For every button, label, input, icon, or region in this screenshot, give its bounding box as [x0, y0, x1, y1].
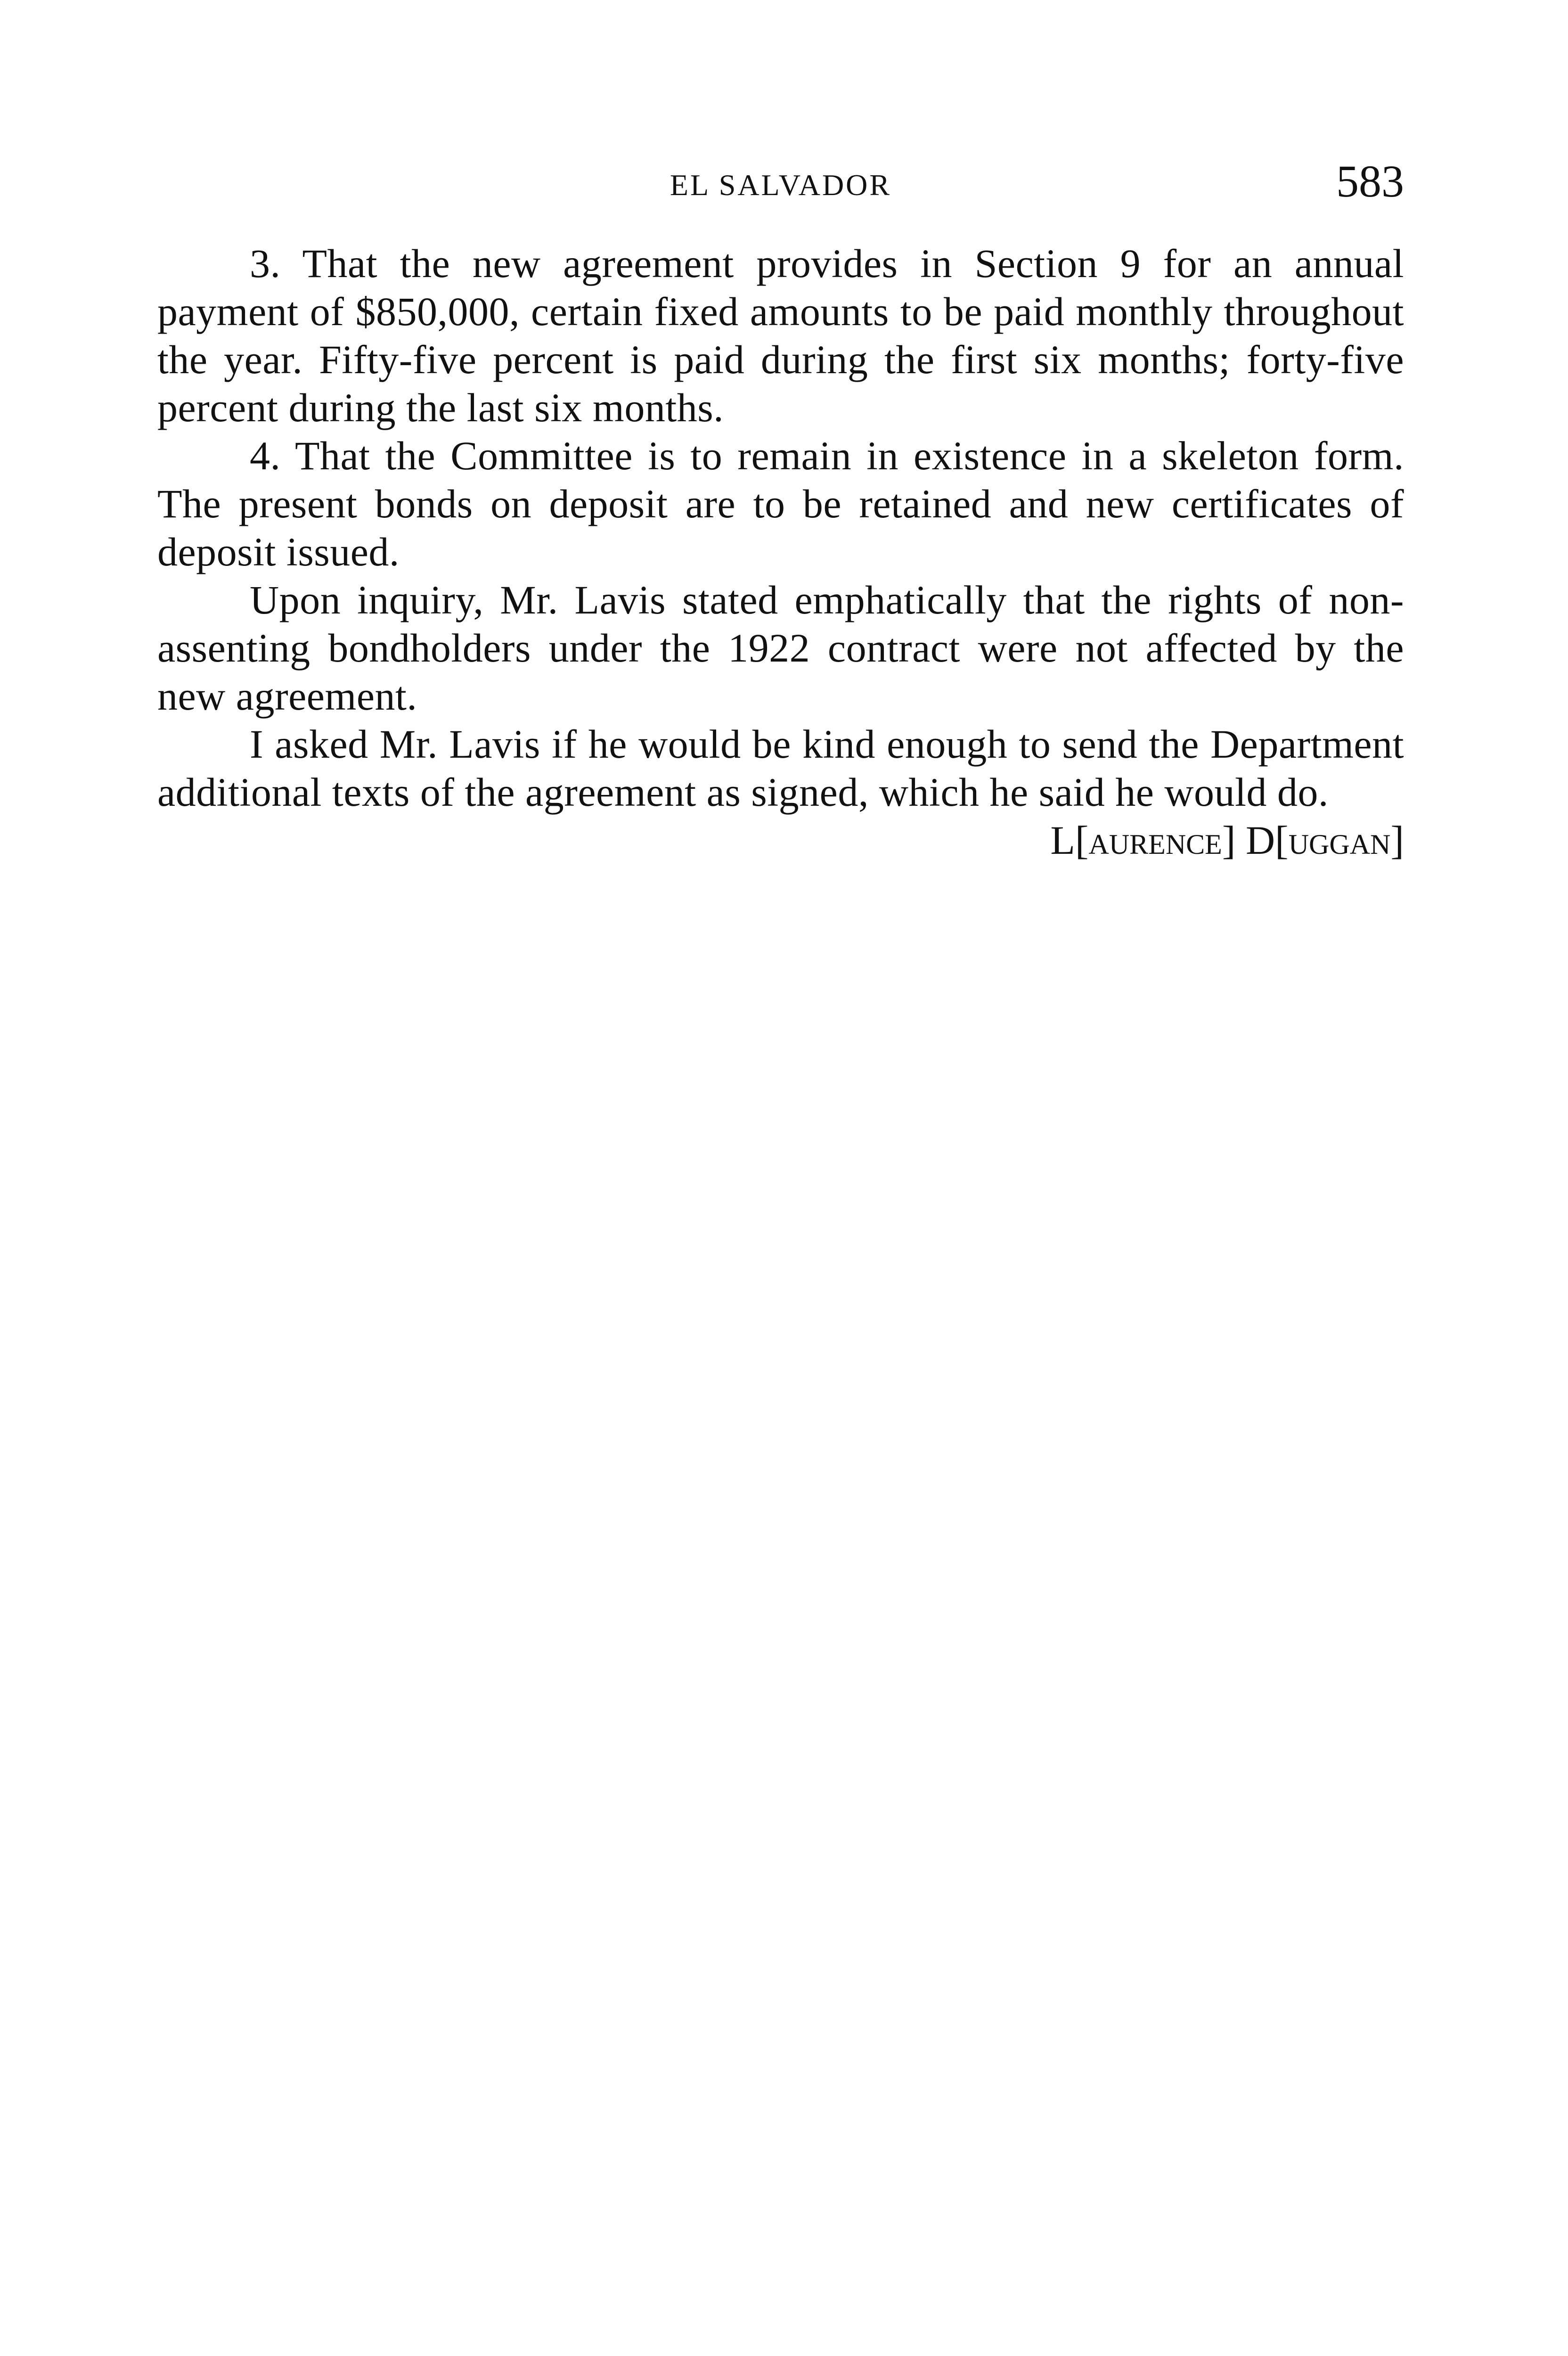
page-number: 583 [1336, 156, 1404, 206]
paragraph-inquiry: Upon inquiry, Mr. Lavis stated emphatically that the rights of non-assenting bondholders under the 1922 contract were not affected by the new agreement. [157, 577, 1404, 719]
paragraph-request: I asked Mr. Lavis if he would be kind enough to send the Department additional texts of the agreement as signed, which he said he would do. [157, 721, 1404, 815]
running-head [157, 155, 1404, 207]
body-text [157, 239, 1404, 864]
signature: L[aurence] D[uggan] [1050, 818, 1404, 863]
running-title: EL SALVADOR [670, 168, 892, 202]
paragraph-item-4: 4. That the Committee is to remain in existence in a skeleton form. The present bonds on deposit are to be retained and new certificates of deposit issued. [157, 433, 1404, 574]
paragraph-item-3: 3. That the new agreement provides in Section 9 for an annual payment of $850,000, certain fixed amounts to be paid monthly throughout the year. Fifty-five percent is paid during the first six months; forty-five percent during the last six months. [157, 241, 1404, 430]
